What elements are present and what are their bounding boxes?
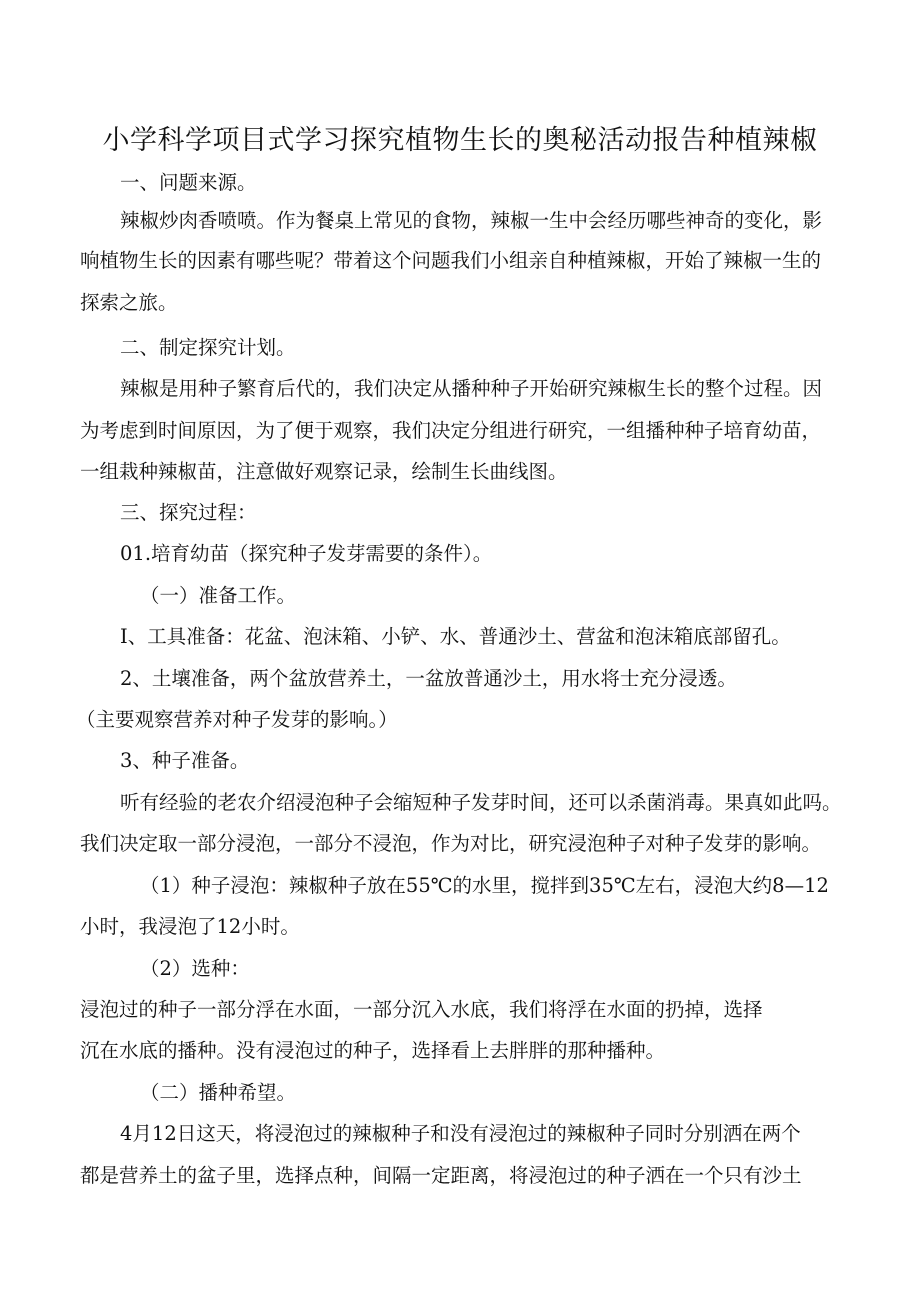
paragraph-line: 都是营养土的盆子里，选择点种，间隔一定距离，将浸泡过的种子洒在一个只有沙土 — [80, 1164, 802, 1187]
list-item: （1）种子浸泡：辣椒种子放在55℃的水里，搅拌到35℃左右，浸泡大约8—12 — [140, 874, 829, 897]
list-item: I、工具准备：花盆、泡沫箱、小铲、水、普通沙土、营盆和泡沫箱底部留孔。 — [120, 625, 791, 648]
heading-process: 三、探究过程： — [120, 501, 257, 524]
paragraph-line: 辣椒炒肉香喷喷。作为餐桌上常见的食物，辣椒一生中会经历哪些神奇的变化，影 — [120, 209, 823, 232]
subheading-preparation: （一）准备工作。 — [140, 584, 297, 607]
paragraph-line: 响植物生长的因素有哪些呢？带着这个问题我们小组亲自种植辣椒，开始了辣椒一生的 — [80, 249, 822, 272]
list-item: 3、种子准备。 — [120, 749, 250, 772]
paragraph-line: 辣椒是用种子繁育后代的，我们决定从播种种子开始研究辣椒生长的整个过程。因 — [120, 377, 823, 400]
heading-problem-source: 一、问题来源。 — [120, 171, 257, 194]
paragraph-line: 探索之旅。 — [80, 291, 178, 314]
paragraph-line: 为考虑到时间原因，为了便于观察，我们决定分组进行研究，一组播种种子培育幼苗， — [80, 419, 822, 442]
paragraph-line: 听有经验的老农介绍浸泡种子会缩短种子发芽时间，还可以杀菌消毒。果真如此吗。 — [120, 791, 842, 814]
heading-plan: 二、制定探究计划。 — [120, 336, 296, 359]
paragraph-line: 我们决定取一部分浸泡，一部分不浸泡，作为对比，研究浸泡种子对种子发芽的影响。 — [80, 832, 822, 855]
subheading-seedling: 01.培育幼苗（探究种子发芽需要的条件）。 — [120, 542, 493, 565]
paragraph-line: 沉在水底的播种。没有浸泡过的种子，选择看上去胖胖的那种播种。 — [80, 1039, 666, 1062]
list-item: （2）选种： — [140, 957, 250, 980]
document-title: 小学科学项目式学习探究植物生长的奥秘活动报告种植辣椒 — [102, 125, 818, 156]
subheading-sowing: （二）播种希望。 — [140, 1081, 297, 1104]
paragraph-line: 浸泡过的种子一部分浮在水面，一部分沉入水底，我们将浮在水面的扔掉，选择 — [80, 998, 763, 1021]
note-line: （主要观察营养对种子发芽的影响。） — [76, 708, 398, 731]
paragraph-line: 小时，我浸泡了12小时。 — [80, 915, 300, 938]
list-item: 2、土壤准备，两个盆放营养土，一盆放普通沙土，用水将士充分浸透。 — [120, 667, 737, 690]
paragraph-line: 4月12日这天，将浸泡过的辣椒种子和没有浸泡过的辣椒种子同时分别洒在两个 — [120, 1122, 801, 1145]
paragraph-line: 一组栽种辣椒苗，注意做好观察记录，绘制生长曲线图。 — [80, 460, 568, 483]
